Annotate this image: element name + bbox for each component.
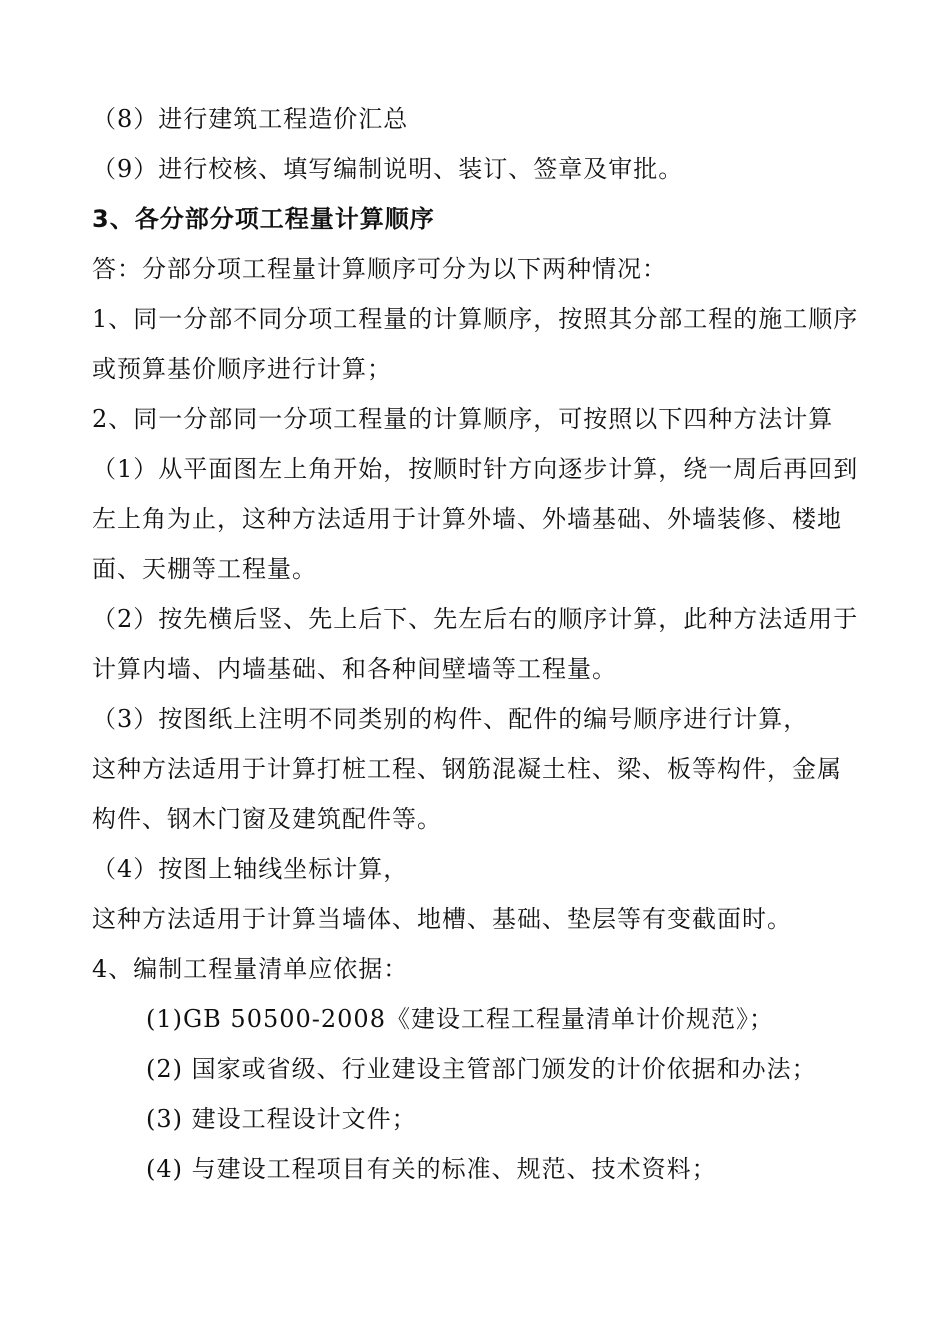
text-line: （4）按图上轴线坐标计算， [92, 855, 409, 883]
list-item: (2) 国家或省级、行业建设主管部门颁发的计价依据和办法； [146, 1055, 817, 1083]
text-line: （8）进行建筑工程造价汇总 [92, 105, 409, 133]
text-line: 左上角为止，这种方法适用于计算外墙、外墙基础、外墙装修、楼地 [92, 505, 842, 533]
text-line: （2）按先横后竖、先上后下、先左后右的顺序计算，此种方法适用于 [92, 605, 859, 633]
text-line: 2、同一分部同一分项工程量的计算顺序，可按照以下四种方法计算 [92, 405, 834, 433]
text-line: 这种方法适用于计算打桩工程、钢筋混凝土柱、梁、板等构件，金属 [92, 755, 842, 783]
list-item: (4) 与建设工程项目有关的标准、规范、技术资料； [146, 1155, 717, 1183]
text-line: 构件、钢木门窗及建筑配件等。 [92, 805, 442, 833]
list-item: (1)GB 50500-2008《建设工程工程量清单计价规范》； [146, 1005, 774, 1033]
text-line: 1、同一分部不同分项工程量的计算顺序，按照其分部工程的施工顺序 [92, 305, 859, 333]
text-line: 答：分部分项工程量计算顺序可分为以下两种情况： [92, 255, 667, 283]
text-line: 计算内墙、内墙基础、和各种间壁墙等工程量。 [92, 655, 617, 683]
text-line: 4、编制工程量清单应依据： [92, 955, 409, 983]
text-line: （9）进行校核、填写编制说明、装订、签章及审批。 [92, 155, 684, 183]
section-heading: 3、各分部分项工程量计算顺序 [92, 205, 435, 233]
text-line: 或预算基价顺序进行计算； [92, 355, 392, 383]
text-line: （1）从平面图左上角开始，按顺时针方向逐步计算，绕一周后再回到 [92, 455, 859, 483]
text-line: 这种方法适用于计算当墙体、地槽、基础、垫层等有变截面时。 [92, 905, 792, 933]
text-line: 面、天棚等工程量。 [92, 555, 317, 583]
list-item: (3) 建设工程设计文件； [146, 1105, 417, 1133]
text-line: （3）按图纸上注明不同类别的构件、配件的编号顺序进行计算， [92, 705, 809, 733]
